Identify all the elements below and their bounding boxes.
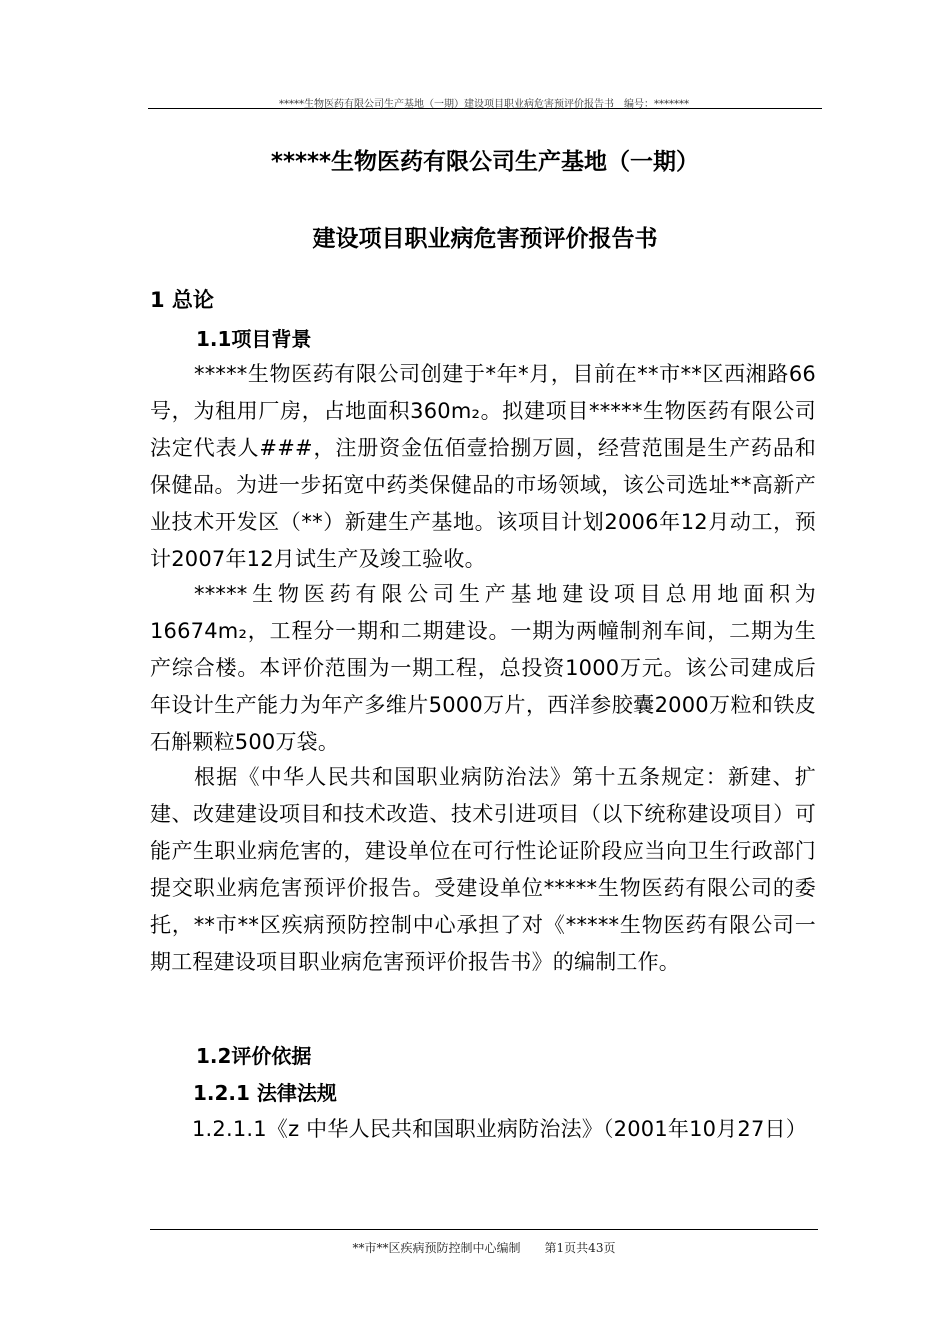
paragraph-project-background: *****生物医药有限公司创建于*年*月，目前在**市**区西湘路66号，为租用厂房，占地面积360m₂。拟建项目*****生物医药有限公司法定代表人###，注册资金伍佰壹拾捌万圆，经营范围是生产药品和保健品。为进一步拓宽中药类保健品的市场领域，该公司选址**高新产业技术开发区（**）新建生产基地。该项目计划2006年12月动工，预计2007年12月试生产及竣工验收。 — [150, 362, 816, 571]
section-heading-1-1: 1.1项目背景 — [196, 327, 312, 351]
header-divider — [148, 108, 822, 109]
page-header: *****生物医药有限公司生产基地（一期）建设项目职业病危害预评价报告书 编号：******* — [279, 99, 689, 110]
section-heading-1-2-1: 1.2.1 法律法规 — [193, 1081, 337, 1105]
list-item-law: 1.2.1.1《z 中华人民共和国职业病防治法》（2001年10月27日） — [192, 1117, 807, 1141]
footer-divider — [150, 1229, 818, 1230]
document-title-line2: 建设项目职业病危害预评价报告书 — [312, 226, 658, 252]
document-title-line1: *****生物医药有限公司生产基地（一期） — [270, 149, 700, 175]
paragraph-project-scope: *****生物医药有限公司生产基地建设项目总用地面积为16674m₂，工程分一期和二期建设。一期为两幢制剂车间，二期为生产综合楼。本评价范围为一期工程，总投资1000万元。该公司建成后年设计生产能力为年产多维片5000万片，西洋参胶囊2000万粒和铁皮石斛颗粒500万袋。 — [150, 582, 816, 754]
section-heading-1: 1 总论 — [150, 288, 214, 312]
section-heading-1-2: 1.2评价依据 — [196, 1044, 312, 1068]
paragraph-legal-basis: 根据《中华人民共和国职业病防治法》第十五条规定：新建、扩建、改建建设项目和技术改造、技术引进项目（以下统称建设项目）可能产生职业病危害的，建设单位在可行性论证阶段应当向卫生行政部门提交职业病危害预评价报告。受建设单位*****生物医药有限公司的委托，**市**区疾病预防控制中心承担了对《*****生物医药有限公司一期工程建设项目职业病危害预评价报告书》的编制工作。 — [150, 765, 816, 974]
page-footer: **市**区疾病预防控制中心编制 第1页共43页 — [352, 1241, 616, 1255]
